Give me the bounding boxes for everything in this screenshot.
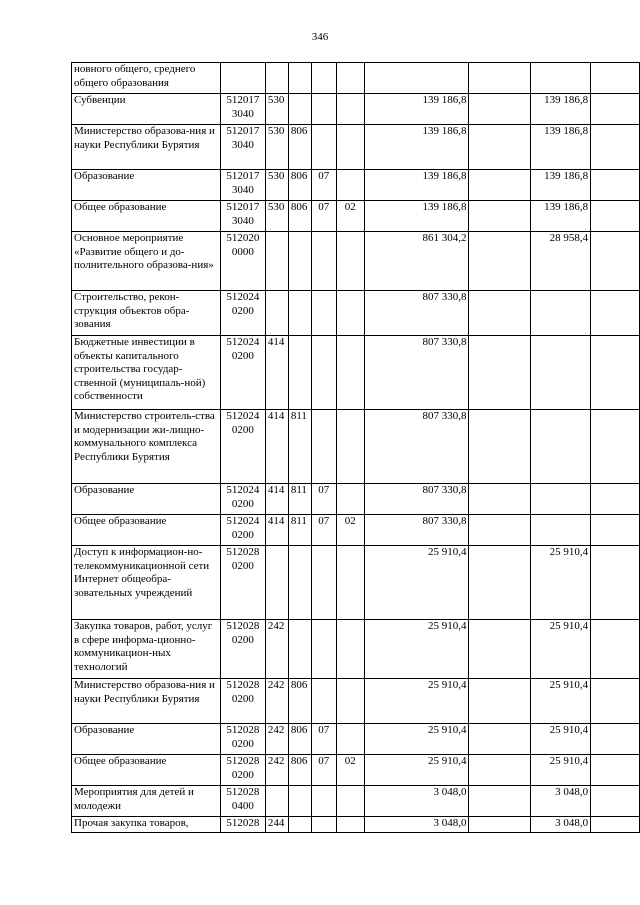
cell-section: [311, 336, 336, 410]
cell-sum-total: 861 304,2: [364, 232, 469, 291]
table-row: [72, 546, 640, 620]
cell-subsection: [336, 620, 364, 679]
cell-expense-type: 530: [265, 125, 288, 170]
cell-name: Бюджетные инвестиции в объекты капитального строительства государ-ственной (муниципаль-ной) собственности: [72, 336, 221, 410]
cell-target-article: 512024 0200: [220, 484, 265, 515]
table-row: [72, 679, 640, 724]
budget-table: [71, 62, 640, 833]
cell-name: Общее образование: [72, 515, 221, 546]
cell-sum-2: [469, 232, 531, 291]
cell-sum-3: [531, 484, 591, 515]
cell-sum-3: [531, 515, 591, 546]
cell-target-article: 512028 0200: [220, 755, 265, 786]
cell-target-article: 512017 3040: [220, 125, 265, 170]
cell-expense-type: 242: [265, 755, 288, 786]
cell-sum-4: [591, 201, 640, 232]
cell-subsection: [336, 546, 364, 620]
cell-target-article: 512028 0200: [220, 620, 265, 679]
cell-expense-type: 242: [265, 724, 288, 755]
cell-subsection: [336, 125, 364, 170]
cell-expense-type: [265, 63, 288, 94]
cell-sum-total: 807 330,8: [364, 410, 469, 484]
cell-sum-4: [591, 484, 640, 515]
cell-subsection: [336, 410, 364, 484]
cell-section: [311, 679, 336, 724]
cell-grbs: [288, 786, 311, 817]
table-row: [72, 125, 640, 170]
cell-sum-4: [591, 515, 640, 546]
cell-sum-3: 3 048,0: [531, 786, 591, 817]
cell-subsection: 02: [336, 755, 364, 786]
cell-sum-total: 25 910,4: [364, 546, 469, 620]
cell-sum-4: [591, 232, 640, 291]
cell-sum-4: [591, 94, 640, 125]
cell-name: Общее образование: [72, 201, 221, 232]
cell-subsection: [336, 817, 364, 833]
cell-expense-type: [265, 291, 288, 336]
cell-section: [311, 232, 336, 291]
cell-sum-4: [591, 817, 640, 833]
table-row: [72, 232, 640, 291]
cell-target-article: 512024 0200: [220, 291, 265, 336]
cell-subsection: 02: [336, 515, 364, 546]
cell-grbs: 811: [288, 515, 311, 546]
cell-sum-total: 807 330,8: [364, 291, 469, 336]
cell-subsection: [336, 724, 364, 755]
cell-sum-2: [469, 620, 531, 679]
cell-target-article: 512017 3040: [220, 170, 265, 201]
cell-grbs: 806: [288, 679, 311, 724]
cell-sum-2: [469, 170, 531, 201]
cell-sum-3: [531, 63, 591, 94]
cell-sum-total: 3 048,0: [364, 817, 469, 833]
cell-grbs: 806: [288, 755, 311, 786]
cell-sum-4: [591, 125, 640, 170]
cell-sum-4: [591, 546, 640, 620]
table-row: [72, 817, 640, 833]
cell-name: Закупка товаров, работ, услуг в сфере информа-ционно-коммуникацион-ных технологий: [72, 620, 221, 679]
cell-sum-4: [591, 786, 640, 817]
cell-subsection: [336, 291, 364, 336]
cell-sum-2: [469, 546, 531, 620]
cell-expense-type: 414: [265, 515, 288, 546]
cell-sum-2: [469, 63, 531, 94]
cell-expense-type: [265, 786, 288, 817]
cell-section: [311, 410, 336, 484]
cell-sum-3: 139 186,8: [531, 125, 591, 170]
cell-subsection: [336, 679, 364, 724]
cell-target-article: 512028 0400: [220, 786, 265, 817]
cell-sum-2: [469, 755, 531, 786]
cell-sum-total: [364, 63, 469, 94]
table-row: [72, 410, 640, 484]
cell-sum-3: 25 910,4: [531, 546, 591, 620]
cell-name: Мероприятия для детей и молодежи: [72, 786, 221, 817]
cell-expense-type: 530: [265, 170, 288, 201]
cell-sum-3: 139 186,8: [531, 170, 591, 201]
cell-sum-2: [469, 515, 531, 546]
cell-grbs: 806: [288, 201, 311, 232]
cell-sum-3: 28 958,4: [531, 232, 591, 291]
cell-sum-4: [591, 410, 640, 484]
cell-sum-2: [469, 410, 531, 484]
cell-grbs: [288, 94, 311, 125]
table-row: [72, 336, 640, 410]
cell-sum-total: 25 910,4: [364, 620, 469, 679]
cell-section: [311, 125, 336, 170]
cell-section: [311, 63, 336, 94]
cell-name: Образование: [72, 484, 221, 515]
cell-sum-total: 807 330,8: [364, 336, 469, 410]
cell-grbs: 806: [288, 170, 311, 201]
cell-subsection: [336, 232, 364, 291]
cell-grbs: [288, 63, 311, 94]
table-row: [72, 94, 640, 125]
cell-target-article: 512017 3040: [220, 94, 265, 125]
cell-target-article: 512028 0200: [220, 546, 265, 620]
cell-expense-type: [265, 546, 288, 620]
cell-sum-4: [591, 170, 640, 201]
cell-expense-type: 242: [265, 620, 288, 679]
cell-expense-type: 414: [265, 410, 288, 484]
cell-section: 07: [311, 755, 336, 786]
cell-subsection: [336, 94, 364, 125]
cell-target-article: 512028: [220, 817, 265, 833]
table-row: [72, 170, 640, 201]
table-row: [72, 620, 640, 679]
table-row: [72, 724, 640, 755]
cell-name: Доступ к информацион-но-телекоммуникационной сети Интернет общеобра-зовательных учреждений: [72, 546, 221, 620]
cell-target-article: 512024 0200: [220, 336, 265, 410]
cell-subsection: 02: [336, 201, 364, 232]
cell-grbs: [288, 620, 311, 679]
cell-grbs: 811: [288, 484, 311, 515]
cell-sum-3: 25 910,4: [531, 724, 591, 755]
cell-section: [311, 94, 336, 125]
table-row: [72, 63, 640, 94]
cell-target-article: 512024 0200: [220, 410, 265, 484]
cell-subsection: [336, 786, 364, 817]
cell-section: 07: [311, 201, 336, 232]
cell-expense-type: [265, 232, 288, 291]
cell-sum-4: [591, 724, 640, 755]
cell-sum-2: [469, 291, 531, 336]
cell-sum-4: [591, 291, 640, 336]
table-row: [72, 291, 640, 336]
cell-sum-total: 139 186,8: [364, 170, 469, 201]
cell-sum-total: 807 330,8: [364, 484, 469, 515]
cell-subsection: [336, 170, 364, 201]
cell-section: 07: [311, 484, 336, 515]
cell-sum-total: 3 048,0: [364, 786, 469, 817]
cell-sum-2: [469, 724, 531, 755]
table-row: [72, 484, 640, 515]
cell-section: [311, 546, 336, 620]
cell-target-article: 512028 0200: [220, 724, 265, 755]
cell-sum-2: [469, 336, 531, 410]
cell-section: 07: [311, 170, 336, 201]
cell-section: 07: [311, 515, 336, 546]
cell-name: новного общего, среднего общего образования: [72, 63, 221, 94]
cell-grbs: 811: [288, 410, 311, 484]
cell-sum-2: [469, 679, 531, 724]
cell-sum-4: [591, 620, 640, 679]
table-row: [72, 755, 640, 786]
cell-sum-2: [469, 484, 531, 515]
cell-grbs: [288, 336, 311, 410]
cell-section: [311, 620, 336, 679]
cell-grbs: [288, 546, 311, 620]
cell-name: Прочая закупка товаров,: [72, 817, 221, 833]
cell-sum-total: 25 910,4: [364, 724, 469, 755]
cell-grbs: [288, 291, 311, 336]
cell-section: [311, 291, 336, 336]
cell-sum-3: 25 910,4: [531, 620, 591, 679]
cell-expense-type: 414: [265, 336, 288, 410]
cell-sum-total: 139 186,8: [364, 94, 469, 125]
cell-name: Министерство образова-ния и науки Республики Бурятия: [72, 679, 221, 724]
cell-section: [311, 786, 336, 817]
cell-name: Министерство образова-ния и науки Республики Бурятия: [72, 125, 221, 170]
cell-sum-4: [591, 336, 640, 410]
cell-name: Основное мероприятие «Развитие общего и до-полнительного образова-ния»: [72, 232, 221, 291]
cell-sum-total: 139 186,8: [364, 125, 469, 170]
cell-sum-4: [591, 755, 640, 786]
cell-sum-3: 25 910,4: [531, 755, 591, 786]
cell-sum-2: [469, 201, 531, 232]
cell-target-article: 512020 0000: [220, 232, 265, 291]
cell-target-article: 512017 3040: [220, 201, 265, 232]
cell-grbs: [288, 232, 311, 291]
cell-sum-total: 25 910,4: [364, 755, 469, 786]
cell-subsection: [336, 63, 364, 94]
cell-expense-type: 530: [265, 201, 288, 232]
page-number: 346: [311, 31, 329, 43]
cell-sum-2: [469, 786, 531, 817]
cell-sum-2: [469, 94, 531, 125]
cell-sum-total: 139 186,8: [364, 201, 469, 232]
cell-expense-type: 242: [265, 679, 288, 724]
cell-sum-total: 807 330,8: [364, 515, 469, 546]
cell-sum-4: [591, 63, 640, 94]
cell-sum-2: [469, 125, 531, 170]
cell-subsection: [336, 336, 364, 410]
cell-name: Субвенции: [72, 94, 221, 125]
cell-expense-type: 530: [265, 94, 288, 125]
cell-sum-4: [591, 679, 640, 724]
cell-sum-3: 25 910,4: [531, 679, 591, 724]
cell-section: 07: [311, 724, 336, 755]
cell-sum-total: 25 910,4: [364, 679, 469, 724]
cell-grbs: [288, 817, 311, 833]
cell-sum-3: 139 186,8: [531, 201, 591, 232]
cell-sum-3: [531, 336, 591, 410]
cell-sum-3: [531, 291, 591, 336]
cell-target-article: 512028 0200: [220, 679, 265, 724]
cell-name: Образование: [72, 724, 221, 755]
cell-name: Министерство строитель-ства и модернизации жи-лищно-коммунального комплекса Республики Бурятия: [72, 410, 221, 484]
cell-subsection: [336, 484, 364, 515]
table-row: [72, 201, 640, 232]
cell-sum-2: [469, 817, 531, 833]
cell-sum-3: 139 186,8: [531, 94, 591, 125]
cell-expense-type: 244: [265, 817, 288, 833]
cell-sum-3: [531, 410, 591, 484]
cell-grbs: 806: [288, 724, 311, 755]
cell-name: Строительство, рекон-струкция объектов обра-зования: [72, 291, 221, 336]
cell-expense-type: 414: [265, 484, 288, 515]
cell-grbs: 806: [288, 125, 311, 170]
cell-name: Образование: [72, 170, 221, 201]
cell-sum-3: 3 048,0: [531, 817, 591, 833]
cell-target-article: [220, 63, 265, 94]
cell-section: [311, 817, 336, 833]
table-row: [72, 786, 640, 817]
cell-name: Общее образование: [72, 755, 221, 786]
cell-target-article: 512024 0200: [220, 515, 265, 546]
table-row: [72, 515, 640, 546]
